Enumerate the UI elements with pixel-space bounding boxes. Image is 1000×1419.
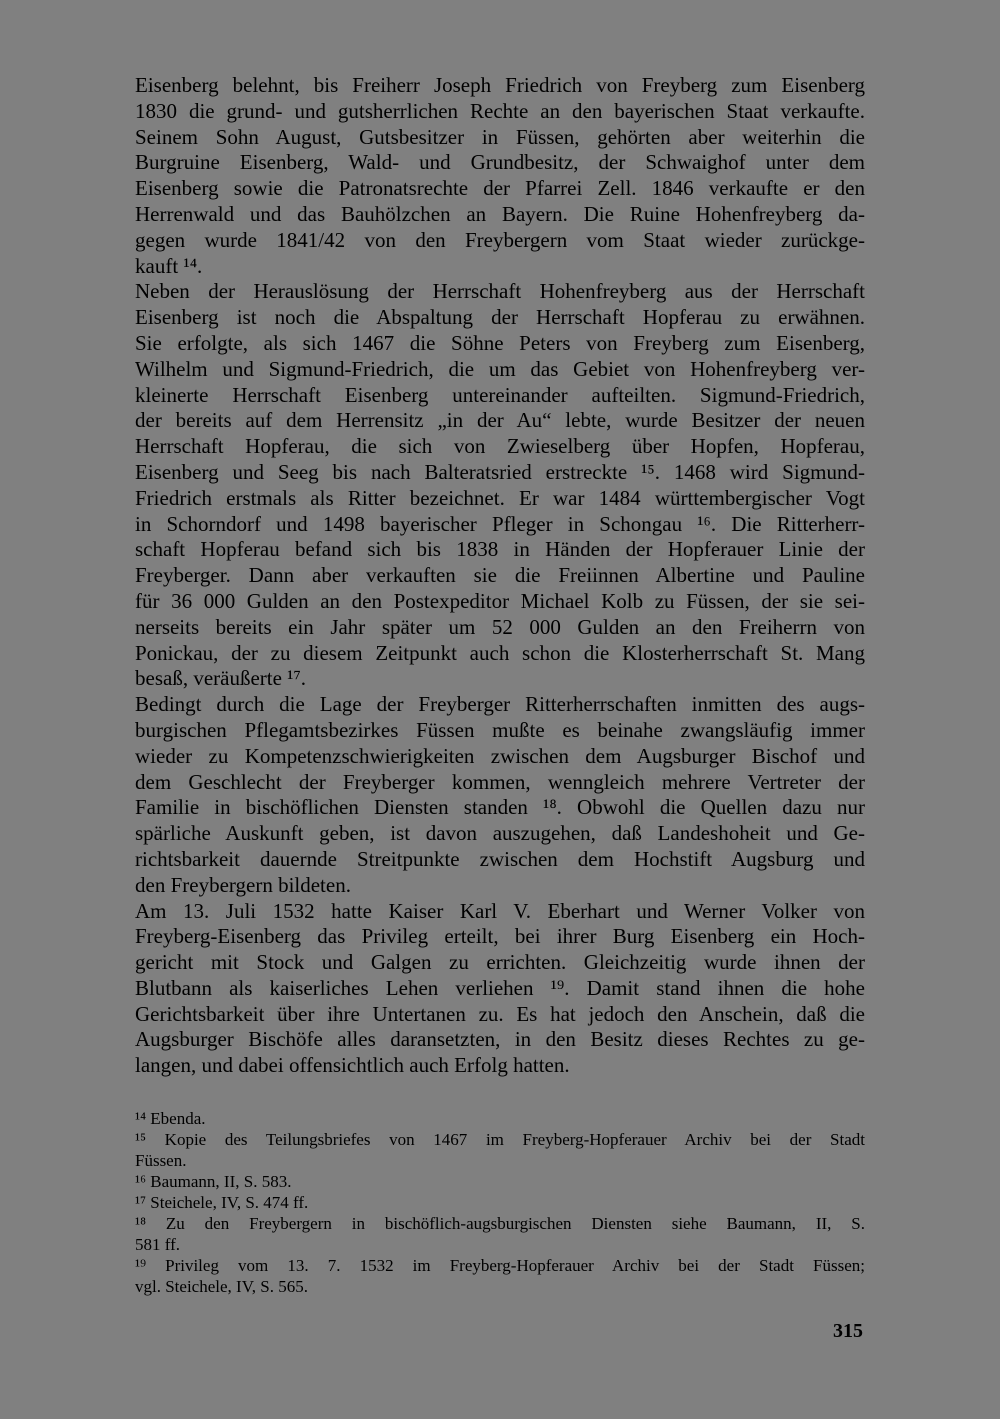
text-line: burgischen Pflegamtsbezirkes Füssen mußte es beinahe zwangsläufig immer [135,717,865,742]
text-line: Gerichtsbarkeit über ihre Untertanen zu. Es hat jedoch den Anschein, daß die [135,1001,865,1026]
footnote-line: ¹⁹ Privileg vom 13. 7. 1532 im Freyberg-Hopferauer Archiv bei der Stadt Füssen; [135,1256,865,1275]
text-line: richtsbarkeit dauernde Streitpunkte zwischen dem Hochstift Augsburg und [135,846,865,871]
text-line: Eisenberg ist noch die Abspaltung der Herrschaft Hopferau zu erwähnen. [135,305,865,330]
footnote-14 [135,1108,865,1129]
footnote-17 [135,1192,865,1213]
text-line: spärliche Auskunft geben, ist davon auszugehen, daß Landeshoheit und Ge- [135,821,865,846]
footnotes [135,1108,865,1297]
footnote-line: ¹⁶ Baumann, II, S. 583. [135,1172,292,1191]
text-line: den Freybergern bildeten. [135,872,351,897]
text-line: wieder zu Kompetenzschwierigkeiten zwischen dem Augsburger Bischof und [135,743,865,768]
text-line: in Schorndorf und 1498 bayerischer Pfleger in Schongau ¹⁶. Die Ritterherr- [135,511,865,536]
text-line: Ponickau, der zu diesem Zeitpunkt auch schon die Klosterherrschaft St. Mang [135,640,865,665]
text-line: langen, und dabei offensichtlich auch Erfolg hatten. [135,1053,570,1078]
text-line: 1830 die grund- und gutsherrlichen Rechte an den bayerischen Staat verkaufte. [135,98,865,123]
footnote-line: ¹⁷ Steichele, IV, S. 474 ff. [135,1193,309,1212]
text-line: Bedingt durch die Lage der Freyberger Ritterherrschaften inmitten des augs- [135,692,865,717]
text-line: gegen wurde 1841/42 von den Freybergern vom Staat wieder zurückge- [135,227,865,252]
text-line: Burgruine Eisenberg, Wald- und Grundbesitz, der Schwaighof unter dem [135,150,865,175]
text-line: Herrenwald und das Bauhölzchen an Bayern. Die Ruine Hohenfreyberg da- [135,201,865,226]
text-line: Freyberg-Eisenberg das Privileg erteilt, bei ihrer Burg Eisenberg ein Hoch- [135,924,865,949]
text-line: dem Geschlecht der Freyberger kommen, wenngleich mehrere Vertreter der [135,769,865,794]
paragraph-4 [135,899,865,1080]
text-line: Freyberger. Dann aber verkauften sie die Freiinnen Albertine und Pauline [135,563,865,588]
page-number: 315 [833,1320,863,1342]
text-line: Wilhelm und Sigmund-Friedrich, die um das Gebiet von Hohenfreyberg ver- [135,356,865,381]
text-line: nerseits bereits ein Jahr später um 52 000 Gulden an den Freiherrn von [135,614,865,639]
text-line: Augsburger Bischöfe alles daransetzten, in den Besitz dieses Rechtes zu ge- [135,1027,865,1052]
text-line: Eisenberg belehnt, bis Freiherr Joseph Friedrich von Freyberg zum Eisenberg [135,73,865,97]
text-line: Blutbann als kaiserliches Lehen verliehen ¹⁹. Damit stand ihnen die hohe [135,975,865,1000]
footnote-line: ¹⁵ Kopie des Teilungsbriefes von 1467 im Freyberg-Hopferauer Archiv bei der Stadt [135,1130,865,1149]
text-line: schaft Hopferau befand sich bis 1838 in Händen der Hopferauer Linie der [135,537,865,562]
text-line: Herrschaft Hopferau, die sich von Zwieselberg über Hopfen, Hopferau, [135,434,865,459]
text-line: kleinerte Herrschaft Eisenberg untereinander aufteilten. Sigmund-Friedrich, [135,382,865,407]
footnote-18 [135,1213,865,1255]
text-line: Eisenberg und Seeg bis nach Balteratsried erstreckte ¹⁵. 1468 wird Sigmund- [135,459,865,484]
footnote-line: ¹⁸ Zu den Freybergern in bischöflich-augsburgischen Diensten siehe Baumann, II, S. [135,1214,865,1233]
text-line: Seinem Sohn August, Gutsbesitzer in Füssen, gehörten aber weiterhin die [135,124,865,149]
text-line: Neben der Herauslösung der Herrschaft Hohenfreyberg aus der Herrschaft [135,279,865,304]
paragraph-1 [135,73,865,279]
body-text [135,73,865,1079]
text-line: Friedrich erstmals als Ritter bezeichnet. Er war 1484 württembergischer Vogt [135,485,865,510]
text-line: der bereits auf dem Herrensitz „in der Au“ lebte, wurde Besitzer der neuen [135,408,865,433]
text-line: Am 13. Juli 1532 hatte Kaiser Karl V. Eberhart und Werner Volker von [135,898,865,923]
paragraph-2 [135,279,865,692]
footnote-19 [135,1255,865,1297]
footnote-line: Füssen. [135,1151,187,1170]
text-line: gericht mit Stock und Galgen zu errichten. Gleichzeitig wurde ihnen der [135,950,865,975]
paragraph-3 [135,692,865,898]
text-line: kauft ¹⁴. [135,253,203,278]
footnote-line: vgl. Steichele, IV, S. 565. [135,1277,308,1296]
footnote-15 [135,1129,865,1171]
text-line: Sie erfolgte, als sich 1467 die Söhne Peters von Freyberg zum Eisenberg, [135,330,865,355]
text-line: besaß, veräußerte ¹⁷. [135,666,307,691]
text-line: Familie in bischöflichen Diensten standen ¹⁸. Obwohl die Quellen dazu nur [135,795,865,820]
text-line: für 36 000 Gulden an den Postexpeditor Michael Kolb zu Füssen, der sie sei- [135,588,865,613]
footnote-16 [135,1171,865,1192]
footnote-line: ¹⁴ Ebenda. [135,1109,206,1128]
text-line: Eisenberg sowie die Patronatsrechte der Pfarrei Zell. 1846 verkaufte er den [135,176,865,201]
footnote-line: 581 ff. [135,1235,181,1254]
